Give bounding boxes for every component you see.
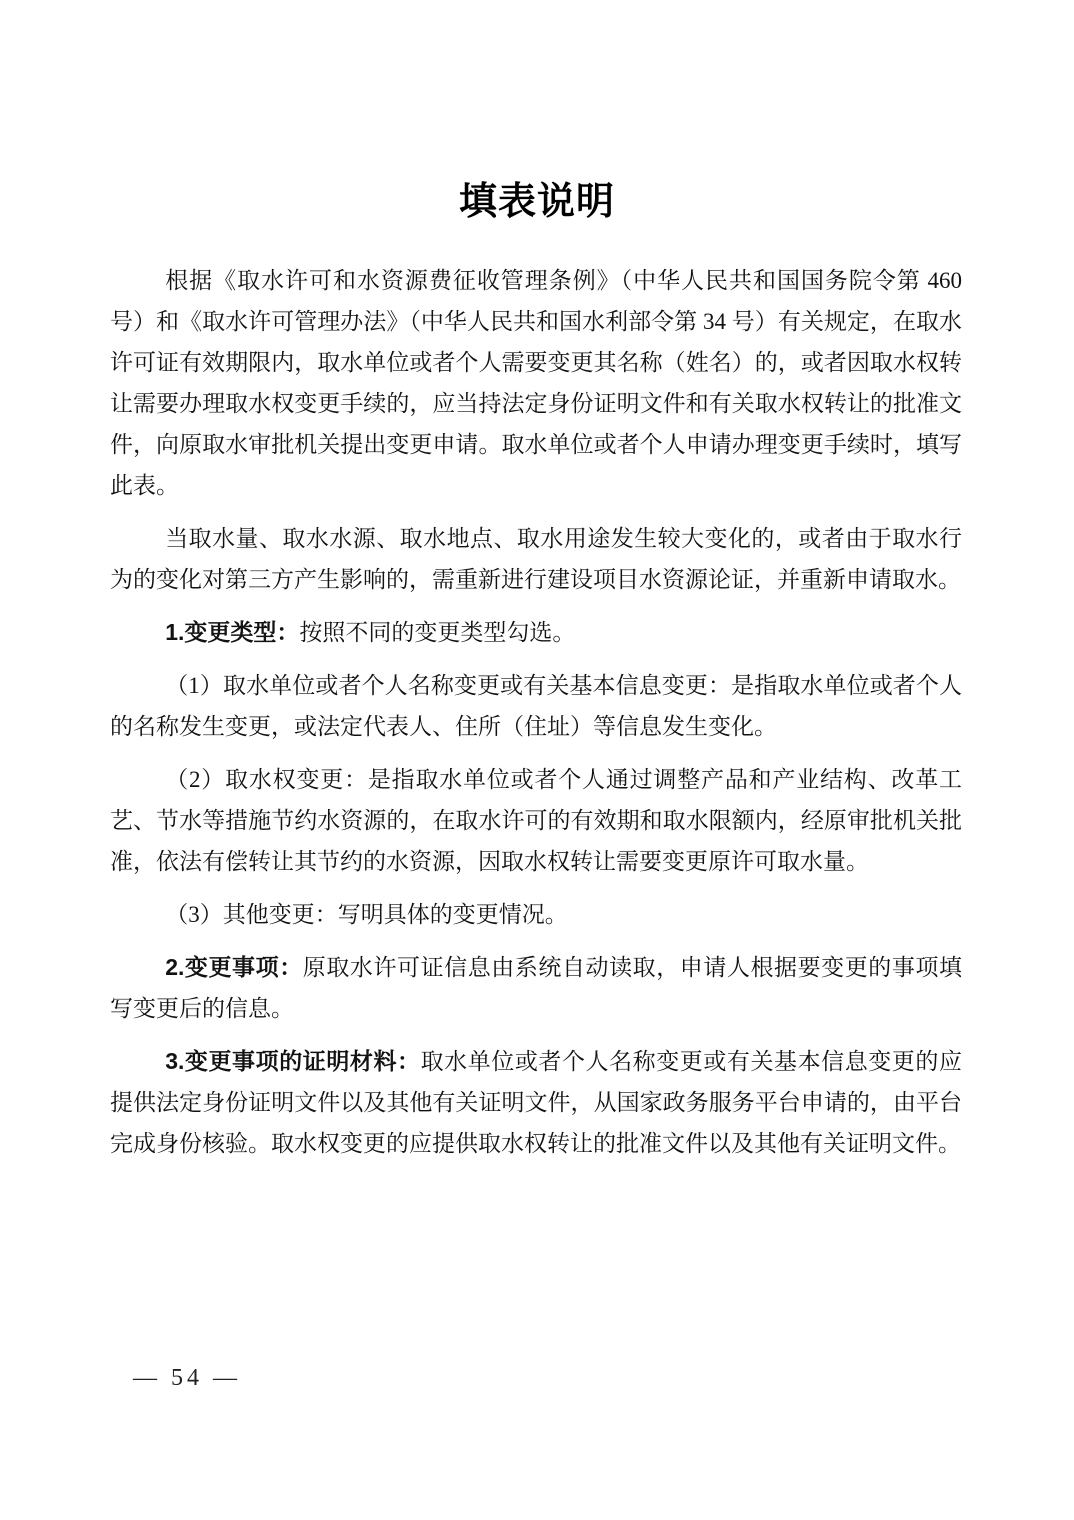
paragraph [110,759,962,882]
paragraph-lead: 3.变更事项的证明材料： [165,1048,421,1074]
paragraph [110,1041,962,1164]
paragraph [110,260,962,506]
paragraph-text: 根据《取水许可和水资源费征收管理条例》（中华人民共和国国务院令第 460 号）和《取水许可管理办法》（中华人民共和国水利部令第 34 号）有关规定，在取水许可证有效期限内，取水单位或者个人需要变更其名称（姓名）的，或者因取水权转让需要办理取水权变更手续的，应当持法定身份证明文件和有关取水权转让的批准文件，向原取水审批机关提出变更申请。取水单位或者个人申请办理变更手续时，填写此表。 [110,268,963,498]
paragraph-lead: 1.变更类型： [165,619,300,645]
paragraph-text: 取水单位或者个人名称变更或有关基本信息变更的应提供法定身份证明文件以及其他有关证明文件，从国家政务服务平台申请的，由平台完成身份核验。取水权变更的应提供取水权转让的批准文件以及其他有关证明文件。 [110,1049,962,1156]
paragraph-text: 当取水量、取水水源、取水地点、取水用途发生较大变化的，或者由于取水行为的变化对第三方产生影响的，需重新进行建设项目水资源论证，并重新申请取水。 [110,526,962,592]
document-body [110,260,962,1164]
paragraph [110,894,962,935]
paragraph [110,947,962,1029]
paragraph-text: （1）取水单位或者个人名称变更或有关基本信息变更：是指取水单位或者个人的名称发生变更，或法定代表人、住所（住址）等信息发生变化。 [110,673,962,739]
paragraph-text: 原取水许可证信息由系统自动读取，申请人根据要变更的事项填写变更后的信息。 [110,955,963,1021]
paragraph [110,612,962,653]
paragraph-text: （2）取水权变更：是指取水单位或者个人通过调整产品和产业结构、改革工艺、节水等措施节约水资源的，在取水许可的有效期和取水限额内，经原审批机关批准，依法有偿转让其节约的水资源，因取水权转让需要变更原许可取水量。 [110,767,962,874]
paragraph [110,665,962,747]
paragraph-text: （3）其他变更：写明具体的变更情况。 [165,902,568,927]
page-title: 填表说明 [458,181,615,223]
paragraph-lead: 2.变更事项： [165,954,303,980]
paragraph-text: 按照不同的变更类型勾选。 [299,620,576,645]
page-number: — 54 — [133,1365,241,1391]
paragraph [110,518,962,600]
